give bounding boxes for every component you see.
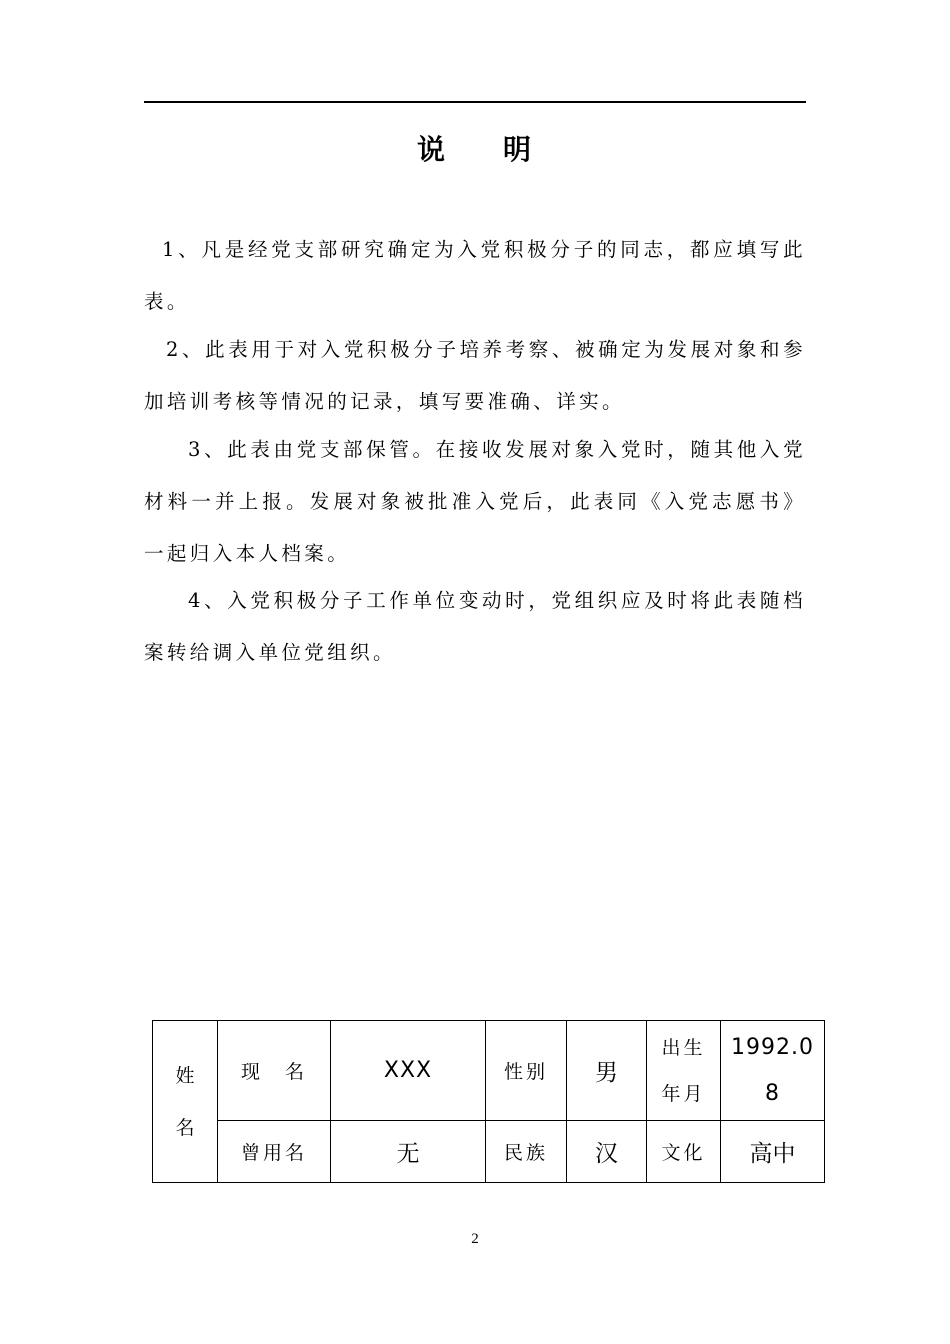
gender-label: 性别 [486, 1021, 567, 1121]
header-rule [144, 101, 806, 103]
former-name-label: 曾用名 [218, 1121, 331, 1183]
title-char-1: 说 [416, 133, 447, 166]
birth-label-line-2: 年月 [661, 1082, 706, 1105]
instruction-paragraph-2: 2、此表用于对入党积极分子培养考察、被确定为发展对象和参加培训考核等情况的记录，填写要准确、详实。 [144, 338, 806, 413]
birth-value-line-1: 1992.0 [731, 1034, 814, 1060]
ethnicity-value: 汉 [567, 1121, 647, 1183]
name-label-char-1: 姓 [175, 1064, 195, 1087]
education-label: 文化 [647, 1121, 721, 1183]
ethnicity-label: 民族 [486, 1121, 567, 1183]
gender-value: 男 [567, 1021, 647, 1121]
instruction-paragraph-3: 3、此表由党支部保管。在接收发展对象入党时，随其他入党材料一并上报。发展对象被批准入党后，此表同《入党志愿书》一起归入本人档案。 [144, 438, 806, 565]
birth-label-line-1: 出生 [661, 1036, 706, 1059]
former-name-value: 无 [331, 1121, 486, 1183]
current-name-value: XXX [331, 1021, 486, 1121]
table-row [153, 1121, 825, 1183]
name-label-cell [153, 1021, 218, 1183]
table-row [153, 1021, 825, 1121]
title-char-2: 明 [503, 133, 534, 166]
instruction-paragraph-4: 4、入党积极分子工作单位变动时，党组织应及时将此表随档案转给调入单位党组织。 [144, 589, 806, 664]
personal-info-table [152, 1020, 825, 1183]
birth-label-cell [647, 1021, 721, 1121]
page-title [0, 128, 950, 168]
birth-value-line-2: 8 [765, 1080, 780, 1106]
instruction-paragraph-1: 1、凡是经党支部研究确定为入党积极分子的同志，都应填写此表。 [144, 238, 806, 313]
name-label-char-2: 名 [175, 1116, 195, 1139]
current-name-label: 现 名 [218, 1021, 331, 1121]
page-number: 2 [471, 1231, 479, 1247]
education-value: 高中 [721, 1121, 825, 1183]
birth-value-cell [721, 1021, 825, 1121]
